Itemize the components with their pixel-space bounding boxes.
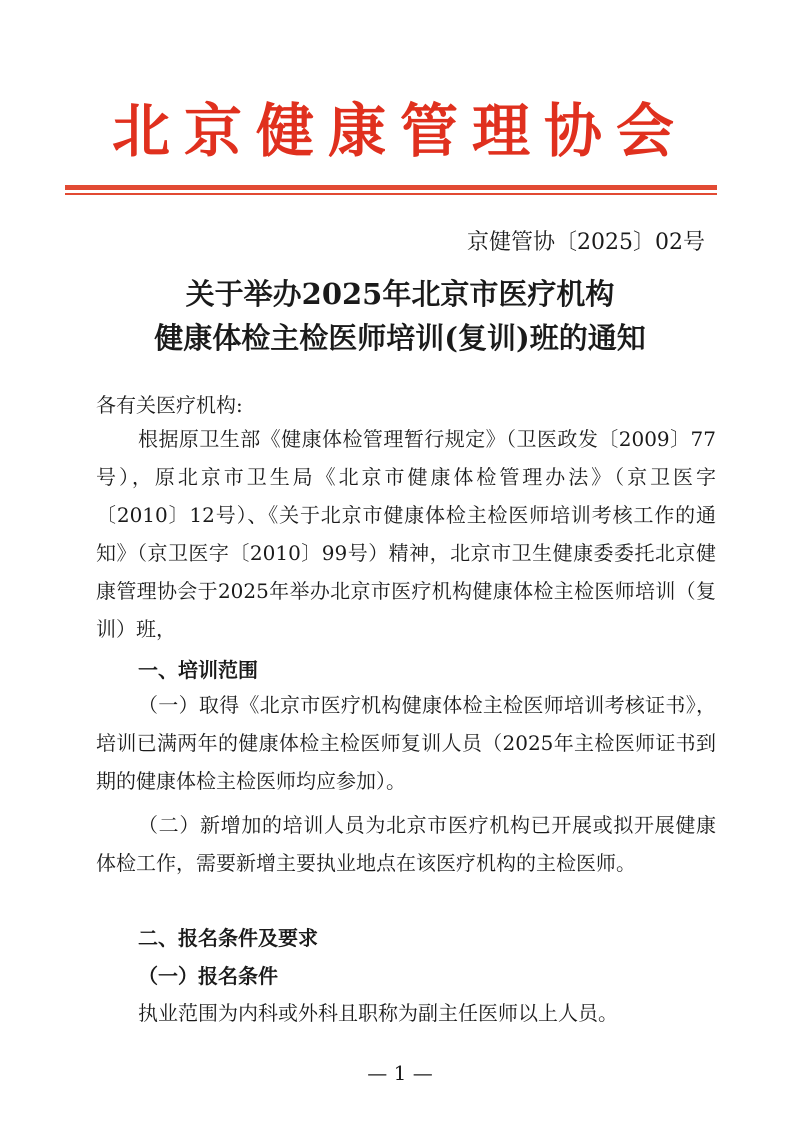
section-2-heading: 二、报名条件及要求 [138, 926, 318, 950]
title-line-1: 关于举办2025年北京市医疗机构 [185, 277, 615, 311]
document-number: 京健管协〔2025〕02号 [467, 230, 705, 255]
letterhead-org-name: 北京健康管理协会 [111, 97, 688, 165]
letterhead-rule-thick [65, 185, 717, 190]
section-2-text: 执业范围为内科或外科且职称为副主任医师以上人员。 [138, 1001, 618, 1025]
letterhead-rule-thin [65, 193, 717, 195]
section-1-heading: 一、培训范围 [138, 658, 258, 682]
title-line-2: 健康体检主检医师培训(复训)班的通知 [154, 321, 646, 355]
section-1-item-2: （二）新增加的培训人员为北京市医疗机构已开展或拟开展健康体检工作，需要新增主要执业地点在该医疗机构的主检医师。 [96, 813, 716, 875]
body-paragraph: 根据原卫生部《健康体检管理暂行规定》（卫医政发〔2009〕77号），原北京市卫生局《北京市健康体检管理办法》（京卫医字〔2010〕12号）、《关于北京市健康体检主检医师培训考核工作的通知》（京卫医字〔2010〕99号）精神，北京市卫生健康委委托北京健康管理协会于2025年举办北京市医疗机构健康体检主检医师培训（复训）班， [96, 427, 716, 641]
section-1-item-1: （一）取得《北京市医疗机构健康体检主检医师培训考核证书》，培训已满两年的健康体检主检医师复训人员（2025年主检医师证书到期的健康体检主检医师均应参加）。 [96, 693, 716, 793]
page-number: — 1 — [367, 1061, 433, 1085]
salutation: 各有关医疗机构: [96, 393, 243, 417]
section-2-subheading: （一）报名条件 [138, 964, 278, 988]
